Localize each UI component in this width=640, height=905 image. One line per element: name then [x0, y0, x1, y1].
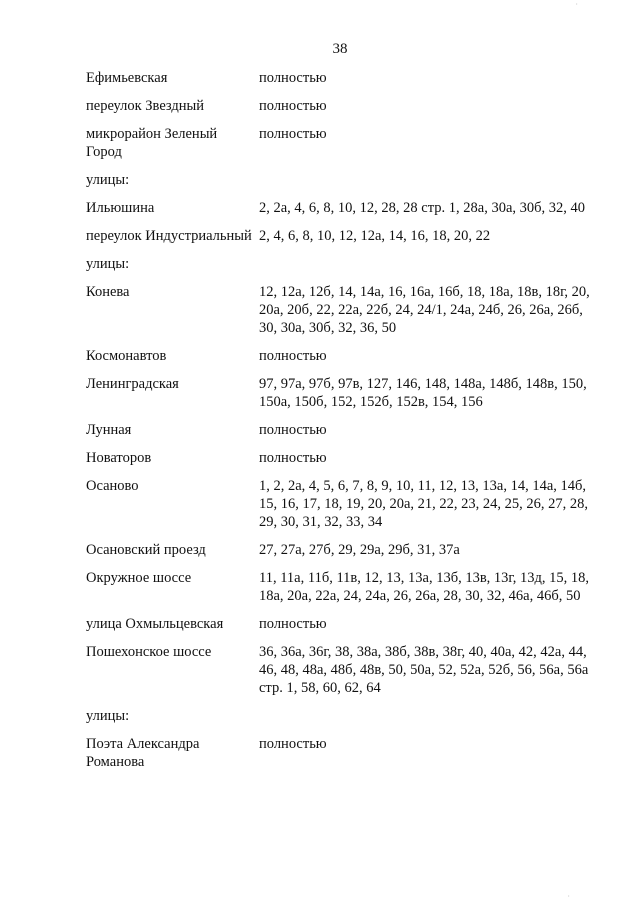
list-item [86, 615, 591, 633]
list-item [86, 347, 591, 365]
street-name: Ефимьевская [86, 70, 168, 86]
list-item [86, 477, 591, 531]
section-label: улицы: [86, 708, 130, 724]
street-name: переулок Индустриальный [86, 228, 252, 244]
house-numbers: полностью [259, 126, 327, 142]
house-numbers: 27, 27а, 27б, 29, 29а, 29б, 31, 37а [259, 542, 460, 558]
house-numbers: 1, 2, 2а, 4, 5, 6, 7, 8, 9, 10, 11, 12, 13, 13а, 14, 14а, 14б, 15, 16, 17, 18, 19, 20, 20а, 21, 22, 23, 24, 25, 26, 27, 28, 29, 30, 31, 32, 33, 34 [259, 478, 589, 530]
house-numbers [259, 255, 591, 273]
street-name: переулок Звездный [86, 98, 205, 114]
house-numbers: полностью [259, 450, 327, 466]
street-name: Ильюшина [86, 200, 155, 216]
house-numbers: 2, 4, 6, 8, 10, 12, 12а, 14, 16, 18, 20, 22 [259, 228, 491, 244]
street-name: микрорайон Зеленый Город [86, 126, 218, 160]
house-numbers: 12, 12а, 12б, 14, 14а, 16, 16а, 16б, 18, 18а, 18в, 18г, 20, 20а, 20б, 22, 22а, 22б, 24, 24/1, 24а, 24б, 26, 26а, 26б, 30, 30а, 30б, 32, 36, 50 [259, 284, 590, 336]
list-item [86, 643, 591, 697]
house-numbers: полностью [259, 70, 327, 86]
scan-mark: · [567, 892, 570, 901]
street-name: Окружное шоссе [86, 570, 192, 586]
list-item [86, 541, 591, 559]
list-item [86, 421, 591, 439]
house-numbers: полностью [259, 348, 327, 364]
house-numbers: 11, 11а, 11б, 11в, 12, 13, 13а, 13б, 13в, 13г, 13д, 15, 18, 18а, 20а, 22а, 24, 24а, 26, 26а, 28, 30, 32, 46а, 46б, 50 [259, 570, 589, 604]
street-list [86, 69, 591, 781]
page-number: 38 [332, 41, 348, 57]
street-name: Осановский проезд [86, 542, 206, 558]
list-item [86, 283, 591, 337]
list-item [86, 125, 591, 161]
list-item [86, 97, 591, 115]
house-numbers: 2, 2а, 4, 6, 8, 10, 12, 28, 28 стр. 1, 28а, 30а, 30б, 32, 40 [259, 200, 586, 216]
section-heading [86, 171, 591, 189]
section-label: улицы: [86, 172, 130, 188]
street-name: Пошехонское шоссе [86, 644, 212, 660]
list-item [86, 449, 591, 467]
house-numbers: полностью [259, 98, 327, 114]
street-name: Ленинградская [86, 376, 179, 392]
street-name: Космонавтов [86, 348, 167, 364]
house-numbers [259, 707, 591, 725]
house-numbers: 97, 97а, 97б, 97в, 127, 146, 148, 148а, 148б, 148в, 150, 150а, 150б, 152, 152б, 152в, 154, 156 [259, 376, 587, 410]
list-item [86, 227, 591, 245]
section-heading [86, 707, 591, 725]
house-numbers: полностью [259, 736, 327, 752]
street-name: Поэта Александра Романова [86, 736, 200, 770]
house-numbers: полностью [259, 422, 327, 438]
list-item [86, 735, 591, 771]
scan-mark: · [575, 0, 578, 9]
house-numbers: 36, 36а, 36г, 38, 38а, 38б, 38в, 38г, 40, 40а, 42, 42а, 44, 46, 48, 48а, 48б, 48в, 50, 50а, 52, 52а, 52б, 56, 56а, 56а стр. 1, 58, 60, 62, 64 [259, 644, 589, 696]
house-numbers: полностью [259, 616, 327, 632]
section-heading [86, 255, 591, 273]
street-name: Новаторов [86, 450, 152, 466]
street-name: Конева [86, 284, 130, 300]
list-item [86, 199, 591, 217]
list-item [86, 375, 591, 411]
list-item [86, 569, 591, 605]
list-item [86, 69, 591, 87]
house-numbers [259, 171, 591, 189]
street-name: Осаново [86, 478, 139, 494]
street-name: Лунная [86, 422, 132, 438]
section-label: улицы: [86, 256, 130, 272]
street-name: улица Охмыльцевская [86, 616, 224, 632]
